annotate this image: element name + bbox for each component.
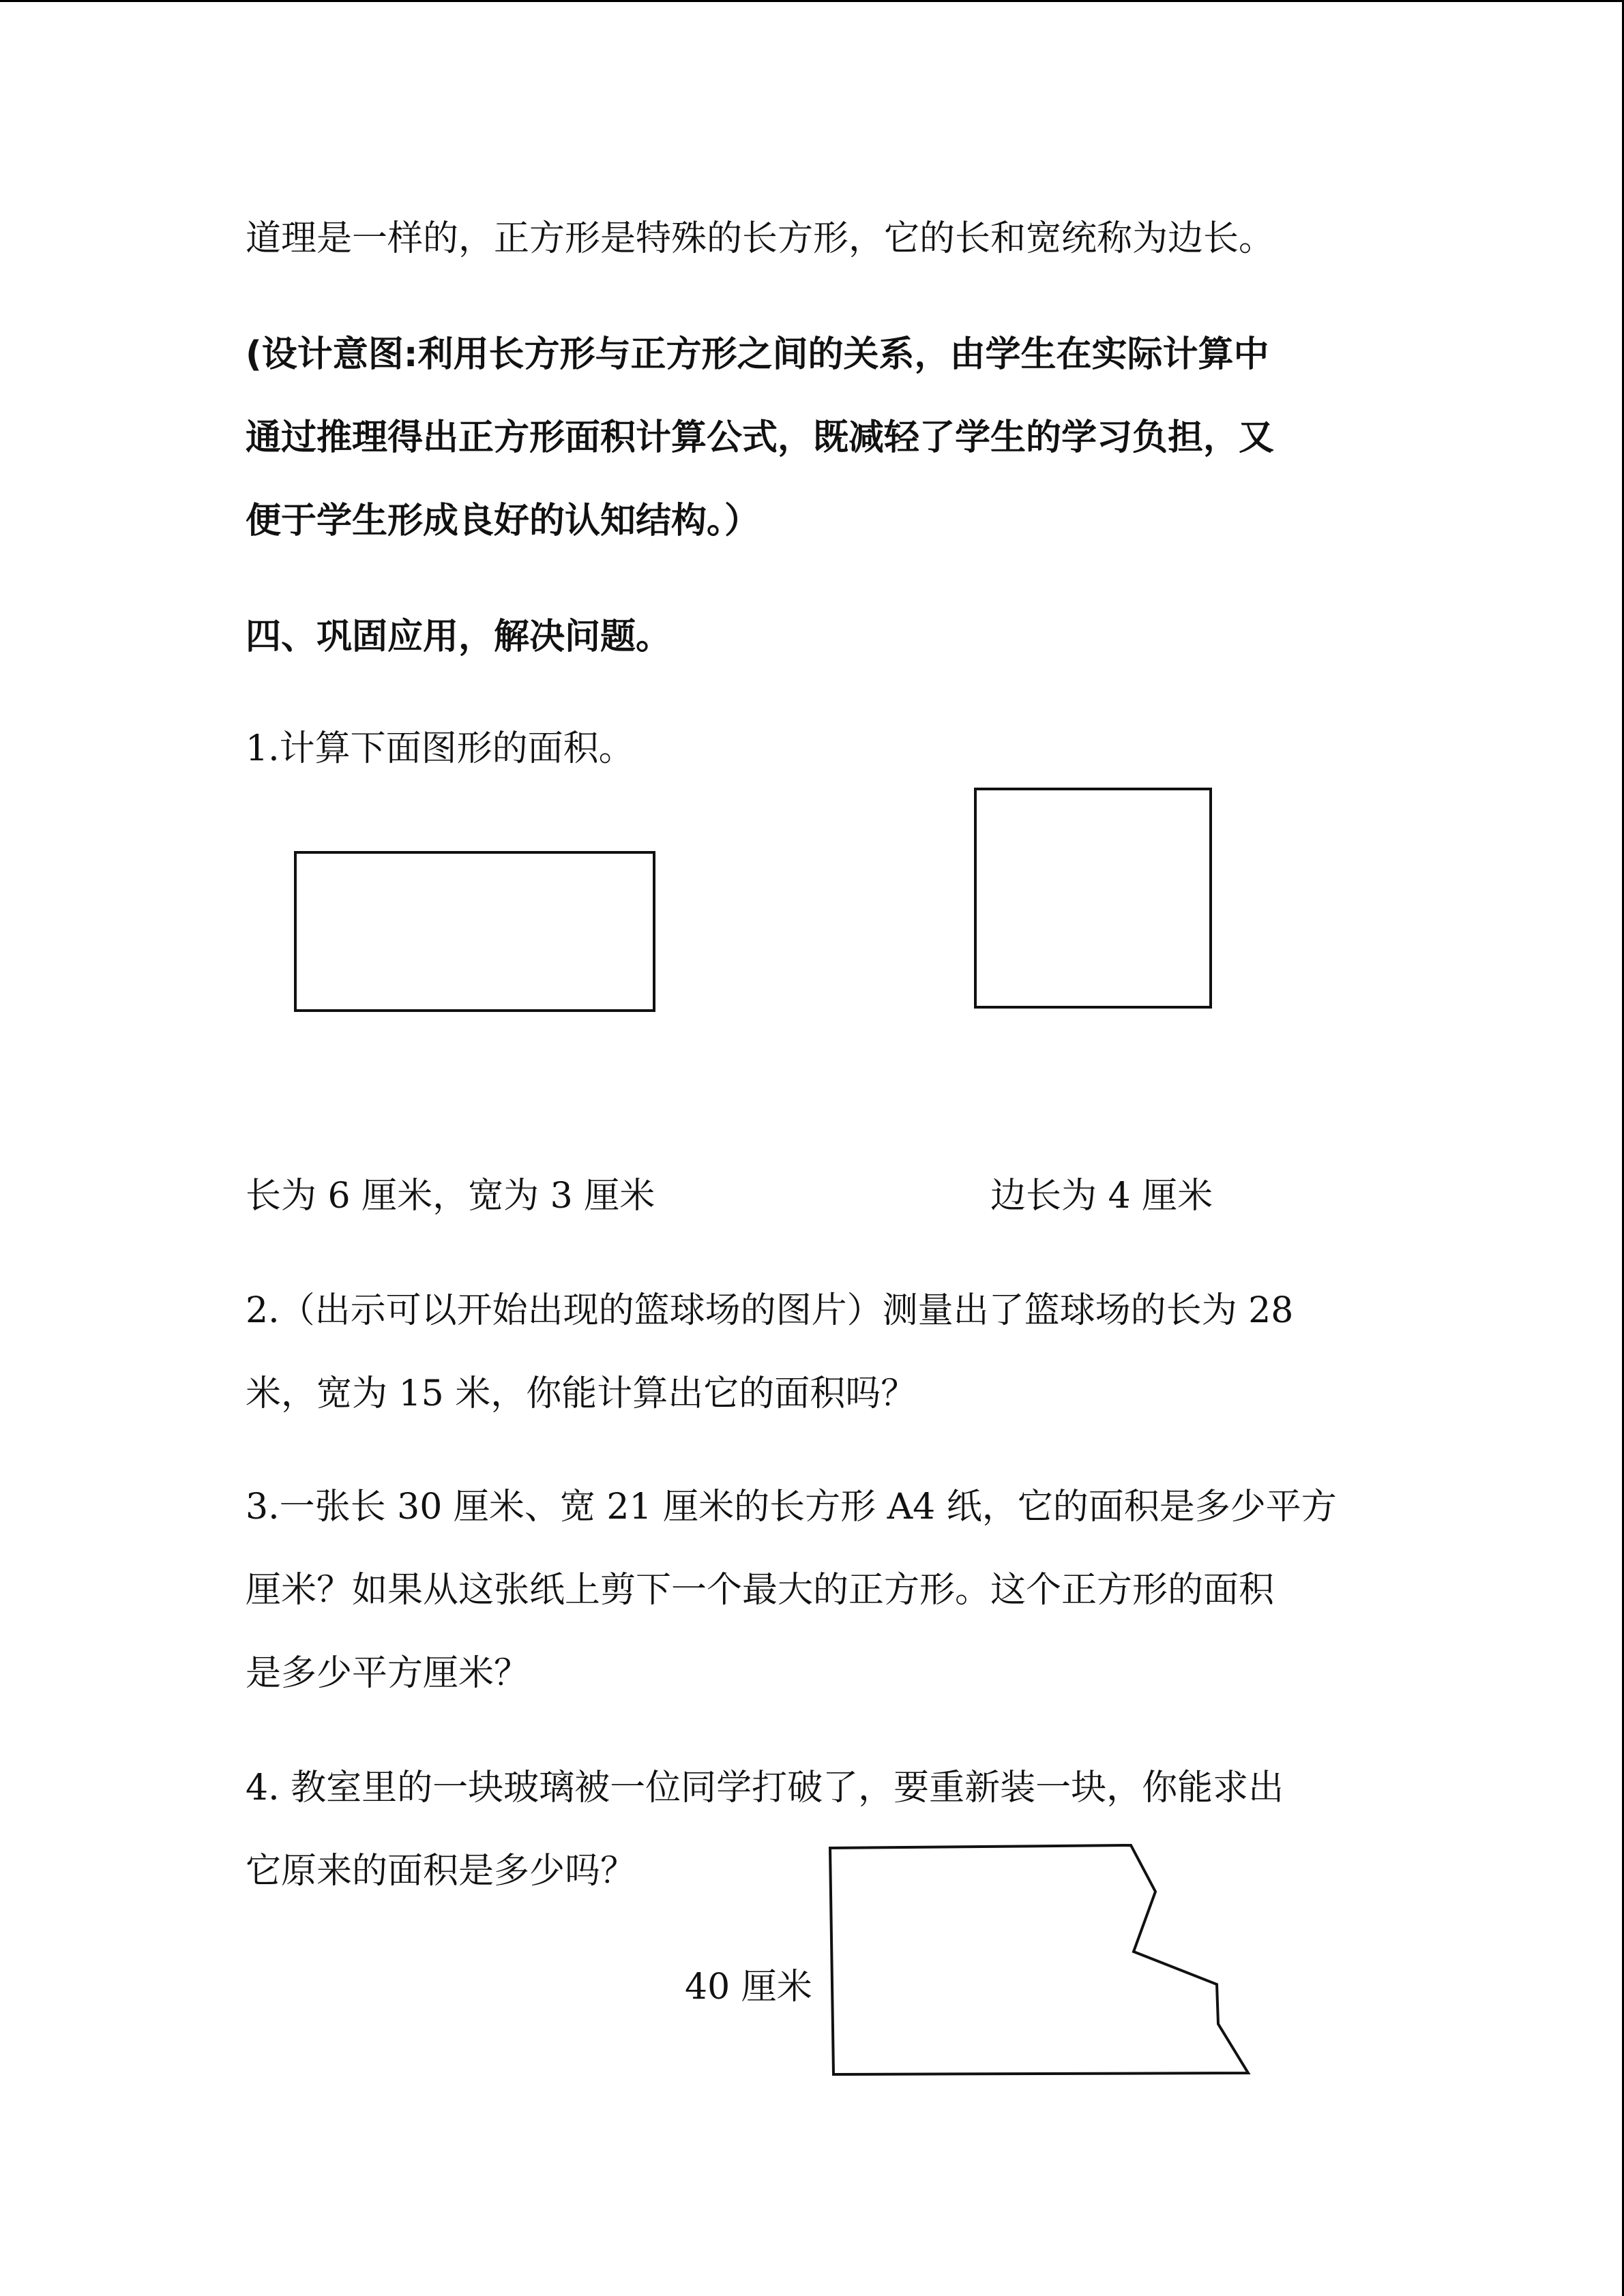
square-caption: 边长为 4 厘米 <box>990 1176 1213 1217</box>
question-1-text: 1.计算下面图形的面积。 <box>246 728 634 769</box>
glass-side-label: 40 厘米 <box>685 1967 812 2008</box>
rectangle-caption: 长为 6 厘米，宽为 3 厘米 <box>246 1176 655 1217</box>
design-intent-line-1: (设计意图:利用长方形与正方形之间的关系，由学生在实际计算中 <box>246 334 1269 375</box>
question-3-line-1: 3.一张长 30 厘米、宽 21 厘米的长方形 A4 纸，它的面积是多少平方 <box>246 1487 1337 1527</box>
section-heading: 四、巩固应用，解决问题。 <box>246 616 672 657</box>
paragraph-square-definition: 道理是一样的，正方形是特殊的长方形，它的长和宽统称为边长。 <box>246 218 1275 259</box>
design-intent-line-3: 便于学生形成良好的认知结构。） <box>246 501 761 541</box>
question-4-line-2: 它原来的面积是多少吗？ <box>246 1851 636 1892</box>
broken-glass-figure <box>830 1845 1248 2074</box>
rectangle-figure <box>295 852 654 1011</box>
question-2-line-2: 米，宽为 15 米，你能计算出它的面积吗？ <box>246 1373 917 1414</box>
question-2-line-1: 2.（出示可以开始出现的篮球场的图片）测量出了篮球场的长为 28 <box>246 1290 1294 1331</box>
design-intent-line-2: 通过推理得出正方形面积计算公式，既减轻了学生的学习负担，又 <box>246 417 1275 458</box>
question-3-line-2: 厘米？如果从这张纸上剪下一个最大的正方形。这个正方形的面积 <box>246 1570 1275 1611</box>
question-3-line-3: 是多少平方厘米？ <box>246 1653 530 1694</box>
square-figure <box>975 789 1211 1007</box>
question-4-line-1: 4. 教室里的一块玻璃被一位同学打破了，要重新装一块，你能求出 <box>246 1768 1284 1808</box>
